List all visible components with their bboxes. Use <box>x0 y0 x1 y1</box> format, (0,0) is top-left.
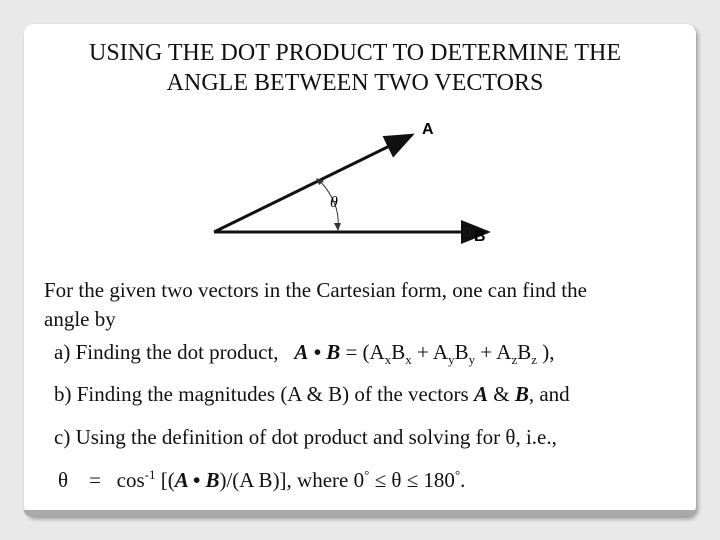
title-line-1: USING THE DOT PRODUCT TO DETERMINE THE <box>88 40 622 66</box>
title-line-2: ANGLE BETWEEN TWO VECTORS <box>166 70 544 96</box>
formula-bullet: • <box>187 468 206 492</box>
step-b-amp: & <box>493 382 510 406</box>
step-a-vector-b: B <box>326 340 341 364</box>
term: B <box>391 340 406 364</box>
step-b-vector-b: B <box>514 382 529 406</box>
formula-equals: = <box>89 468 101 492</box>
formula-part: . <box>460 468 466 492</box>
step-b <box>54 380 570 408</box>
step-b-prefix: b) Finding the magnitudes (A & B) of the vectors <box>54 382 469 406</box>
term: + A <box>411 340 449 364</box>
term: + A <box>475 340 512 364</box>
step-b-suffix: , and <box>528 382 570 406</box>
formula-part: ≤ θ ≤ 180 <box>369 468 455 492</box>
sub-z: z <box>511 352 518 368</box>
sub-x: x <box>405 352 412 368</box>
formula-part: [( <box>155 468 175 492</box>
step-a-bullet: • <box>313 340 321 364</box>
degree-symbol: ° <box>454 467 461 482</box>
vector-diagram <box>200 115 510 250</box>
vector-a-label: A <box>422 121 434 138</box>
sub-y: y <box>448 352 455 368</box>
formula-vector-b: B <box>205 468 220 492</box>
step-c: c) Using the definition of dot product and solving for θ, i.e., <box>54 425 557 449</box>
slide-bottom-bar <box>24 510 696 516</box>
formula-vector-a: A <box>174 468 188 492</box>
degree-symbol: ° <box>364 467 370 482</box>
step-a-prefix: a) Finding the dot product, <box>54 340 279 364</box>
step-b-vector-a: A <box>473 382 488 406</box>
sub-y: y <box>468 352 476 368</box>
term: ), <box>537 340 555 364</box>
intro-line-1: For the given two vectors in the Cartesian form, one can find the <box>44 278 587 302</box>
formula-theta: θ <box>58 468 69 492</box>
formula-exponent: -1 <box>144 467 156 482</box>
term: B <box>517 340 532 364</box>
step-a-vector-a: A <box>294 340 309 364</box>
step-a-eq: = (A <box>345 340 385 364</box>
step-a <box>54 338 555 366</box>
vector-a-arrow <box>214 135 412 232</box>
sub-x: x <box>384 352 392 368</box>
sub-z: z <box>531 352 538 368</box>
term: B <box>454 340 469 364</box>
formula-part: )/(A B)], where 0 <box>219 468 365 492</box>
formula-cos: cos <box>116 468 145 492</box>
vector-b-label: B <box>474 228 486 245</box>
slide-title <box>40 38 670 98</box>
intro-line-2: angle by <box>44 307 116 331</box>
angle-formula <box>58 466 465 494</box>
angle-theta-label: θ <box>330 194 338 211</box>
angle-arc-arrow-bottom <box>334 223 341 231</box>
